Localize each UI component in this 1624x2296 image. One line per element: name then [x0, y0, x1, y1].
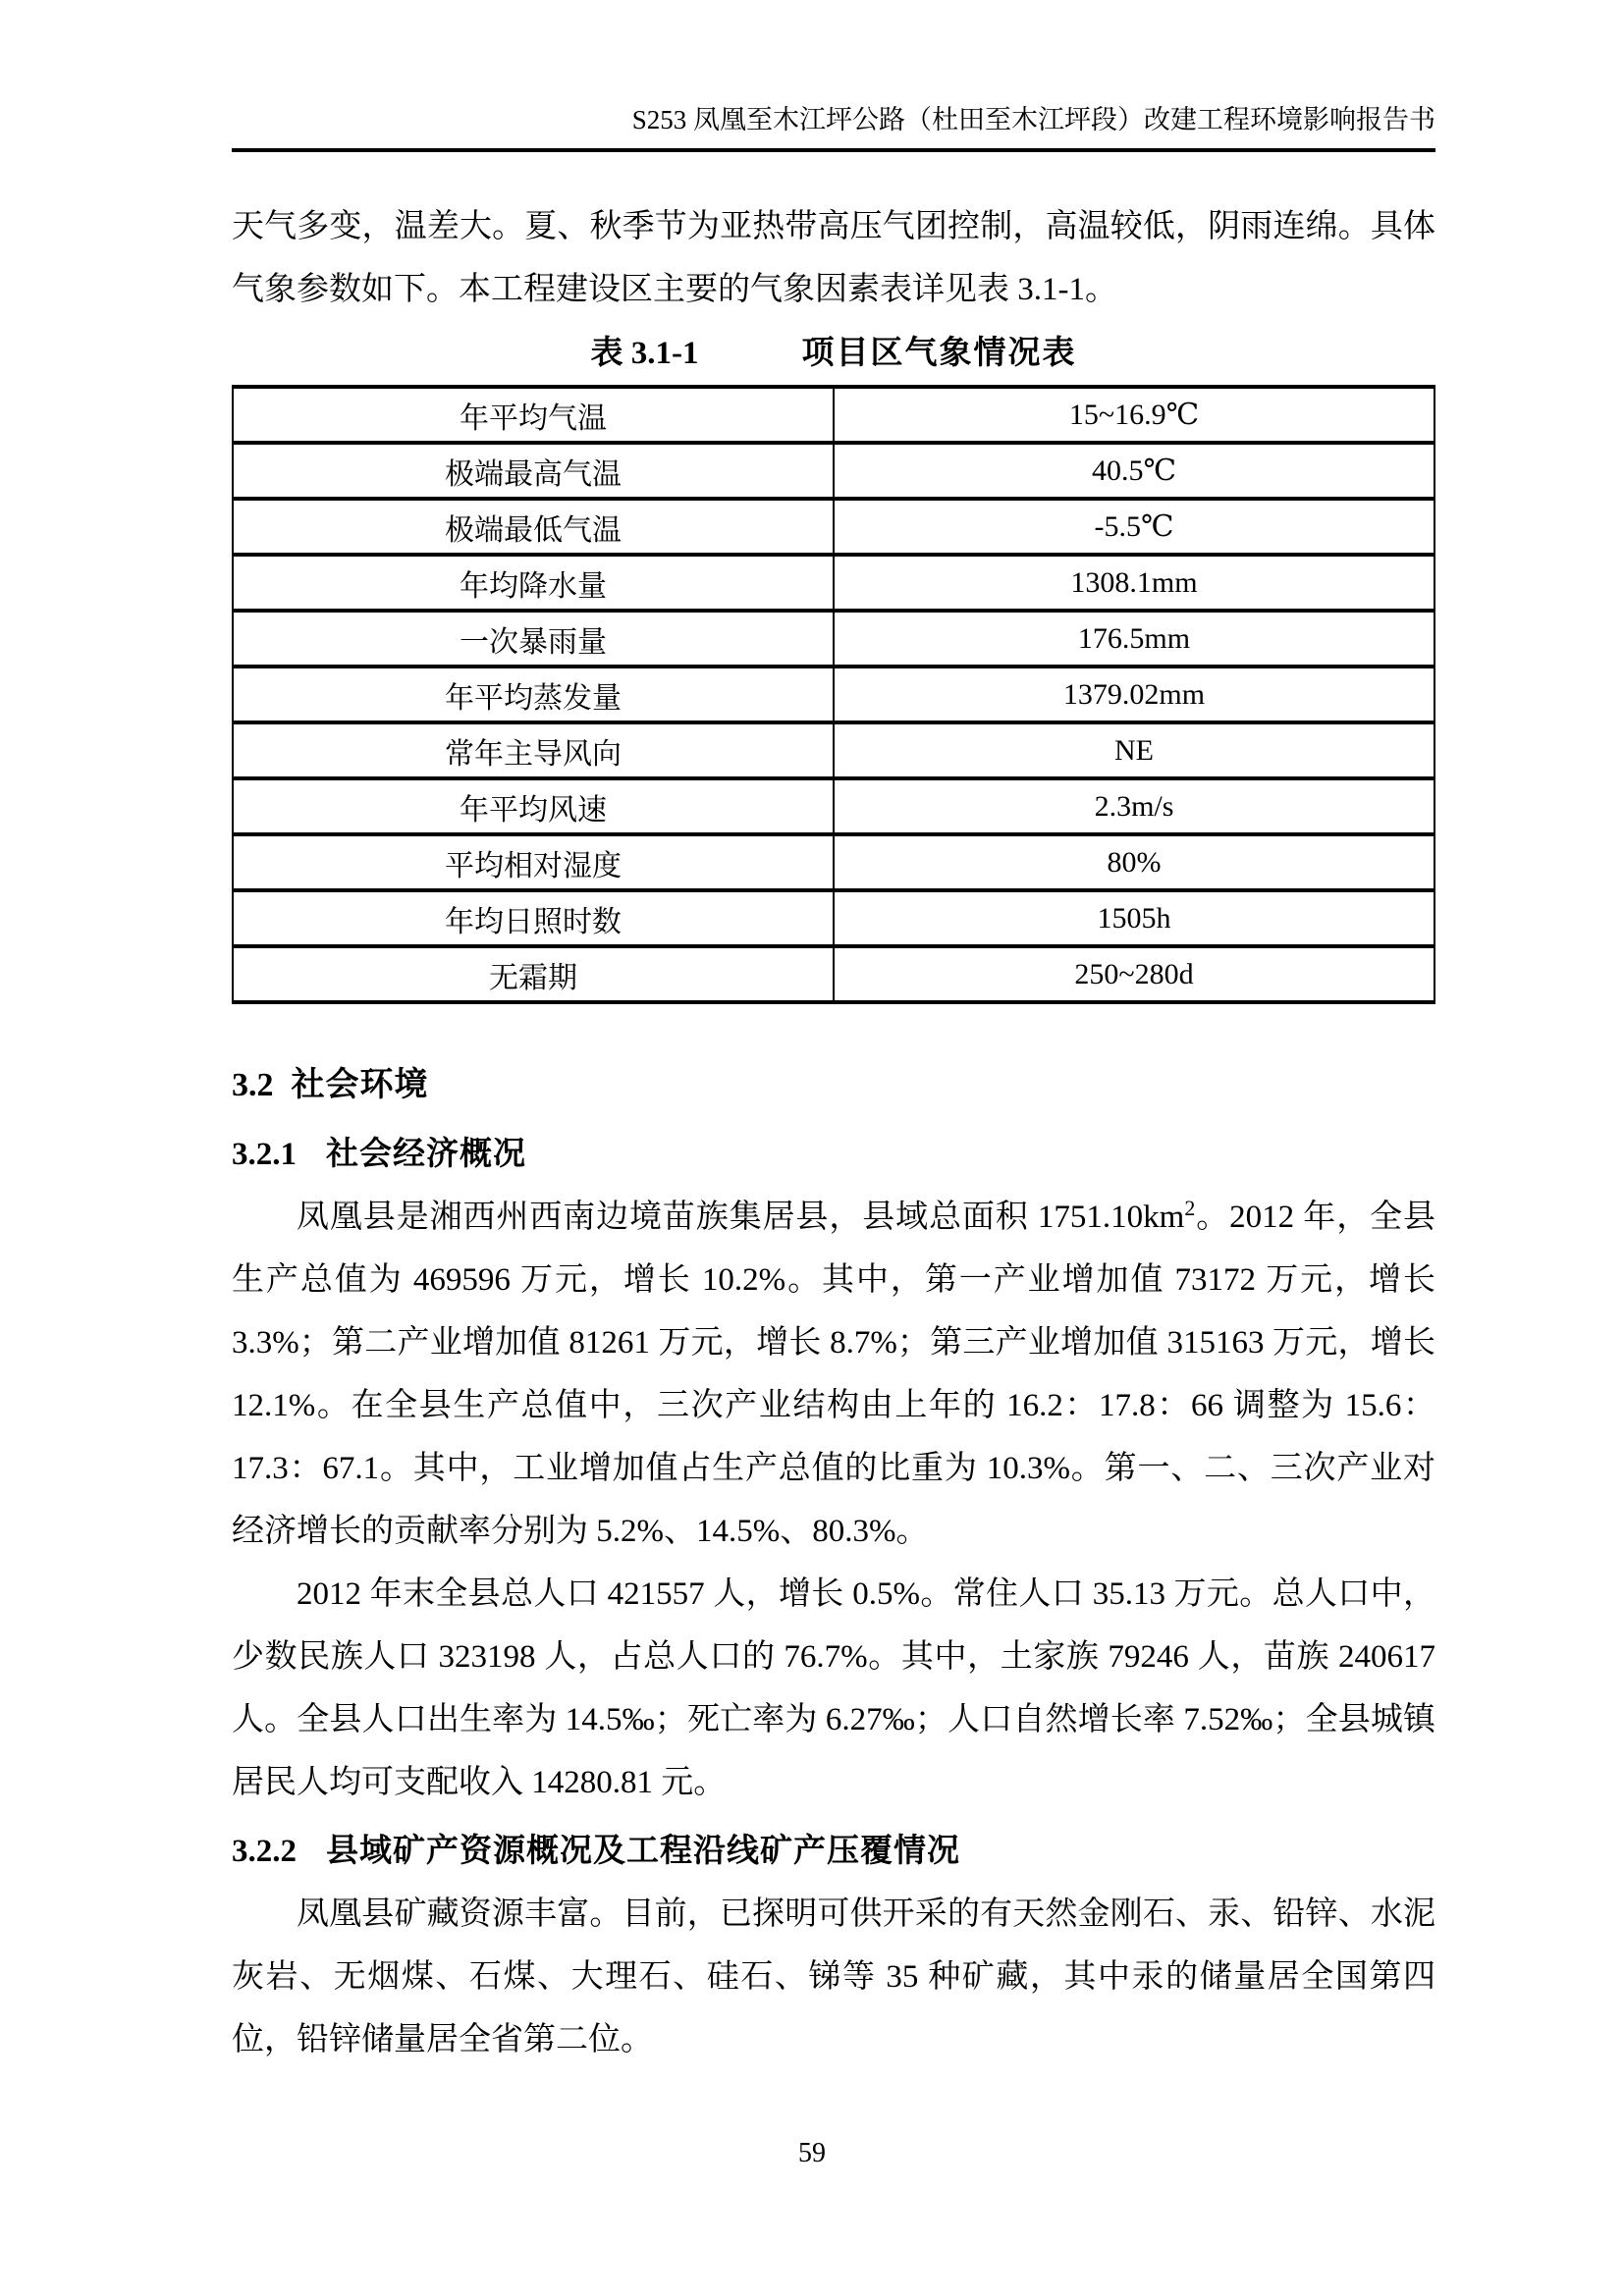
section-number: 3.2 — [232, 1067, 274, 1103]
section-heading-3-2 — [232, 1053, 1435, 1117]
economy-text-part1: 凤凰县是湘西州西南边境苗族集居县，县域总面积 1751.10km — [297, 1200, 1185, 1235]
table-row — [233, 778, 1435, 834]
table-item-cell: 年平均蒸发量 — [233, 667, 834, 722]
economy-text-part2: 。2012 年，全县生产总值为 469596 万元，增长 10.2%。其中，第一产业增加值 73172 万元，增长 3.3%；第二产业增加值 81261 万元，增长 8.7%；第三产业增加值 315163 万元，增长 12.1%。在全县生产总值中，三次产业结构由上年的 16.2：17.8：66 调整为 15.6：17.3：67.1。其中，工业增加值占生产总值的比重为 10.3%。第一、二、三次产业对经济增长的贡献率分别为 5.2%、14.5%、80.3%。 — [232, 1200, 1436, 1549]
table-value-cell: -5.5℃ — [834, 499, 1435, 555]
table-item-cell: 年平均气温 — [233, 387, 834, 443]
page-content — [232, 103, 1435, 2071]
table-row — [233, 611, 1435, 667]
table-value-cell: 176.5mm — [834, 611, 1435, 667]
table-value-cell: NE — [834, 722, 1435, 778]
table-row — [233, 667, 1435, 722]
table-row — [233, 946, 1435, 1002]
table-row — [233, 443, 1435, 499]
table-item-cell: 极端最高气温 — [233, 443, 834, 499]
table-row — [233, 834, 1435, 890]
table-item-cell: 年均降水量 — [233, 555, 834, 611]
running-header: S253 凤凰至木江坪公路（杜田至木江坪段）改建工程环境影响报告书 — [631, 105, 1435, 134]
section-title: 社会经济概况 — [326, 1135, 526, 1171]
table-row — [233, 499, 1435, 555]
table-item-cell: 年平均风速 — [233, 778, 834, 834]
table-row — [233, 387, 1435, 443]
table-value-cell: 15~16.9℃ — [834, 387, 1435, 443]
table-value-cell: 40.5℃ — [834, 443, 1435, 499]
table-item-cell: 无霜期 — [233, 946, 834, 1002]
table-row — [233, 890, 1435, 946]
table-caption — [232, 321, 1435, 385]
economy-paragraph — [232, 1186, 1435, 1563]
table-row — [233, 555, 1435, 611]
header-rule — [232, 148, 1435, 152]
table-value-cell: 2.3m/s — [834, 778, 1435, 834]
table-item-cell: 平均相对湿度 — [233, 834, 834, 890]
table-item-cell: 年均日照时数 — [233, 890, 834, 946]
table-value-cell: 1379.02mm — [834, 667, 1435, 722]
table-row — [233, 722, 1435, 778]
table-value-cell: 1308.1mm — [834, 555, 1435, 611]
population-paragraph: 2012 年末全县总人口 421557 人，增长 0.5%。常住人口 35.13 万元。总人口中，少数民族人口 323198 人，占总人口的 76.7%。其中，土家族 79246 人，苗族 240617 人。全县人口出生率为 14.5‰；死亡率为 6.27‰；人口自然增长率 7.52‰；全县城镇居民人均可支配收入 14280.81 元。 — [232, 1576, 1435, 1800]
section-heading-3-2-2 — [232, 1819, 1435, 1883]
table-caption-label: 表 3.1-1 — [590, 336, 699, 371]
table-value-cell: 1505h — [834, 890, 1435, 946]
table-caption-title: 项目区气象情况表 — [801, 334, 1077, 370]
section-number: 3.2.2 — [232, 1834, 297, 1869]
minerals-paragraph: 凤凰县矿藏资源丰富。目前，已探明可供开采的有天然金刚石、汞、铅锌、水泥灰岩、无烟煤、石煤、大理石、硅石、锑等 35 种矿藏，其中汞的储量居全国第四位，铅锌储量居全省第二位。 — [232, 1896, 1435, 2057]
superscript-2: 2 — [1184, 1196, 1196, 1220]
weather-table — [232, 385, 1435, 1004]
section-title: 县域矿产资源概况及工程沿线矿产压覆情况 — [326, 1832, 960, 1868]
section-number: 3.2.1 — [232, 1137, 297, 1172]
section-title: 社会环境 — [291, 1066, 429, 1103]
table-value-cell: 250~280d — [834, 946, 1435, 1002]
section-heading-3-2-1 — [232, 1122, 1435, 1186]
table-item-cell: 常年主导风向 — [233, 722, 834, 778]
table-item-cell: 极端最低气温 — [233, 499, 834, 555]
table-item-cell: 一次暴雨量 — [233, 611, 834, 667]
table-value-cell: 80% — [834, 834, 1435, 890]
page-number: 59 — [798, 2138, 826, 2168]
intro-paragraph: 天气多变，温差大。夏、秋季节为亚热带高压气团控制，高温较低，阴雨连绵。具体气象参数如下。本工程建设区主要的气象因素表详见表 3.1-1。 — [232, 209, 1435, 307]
